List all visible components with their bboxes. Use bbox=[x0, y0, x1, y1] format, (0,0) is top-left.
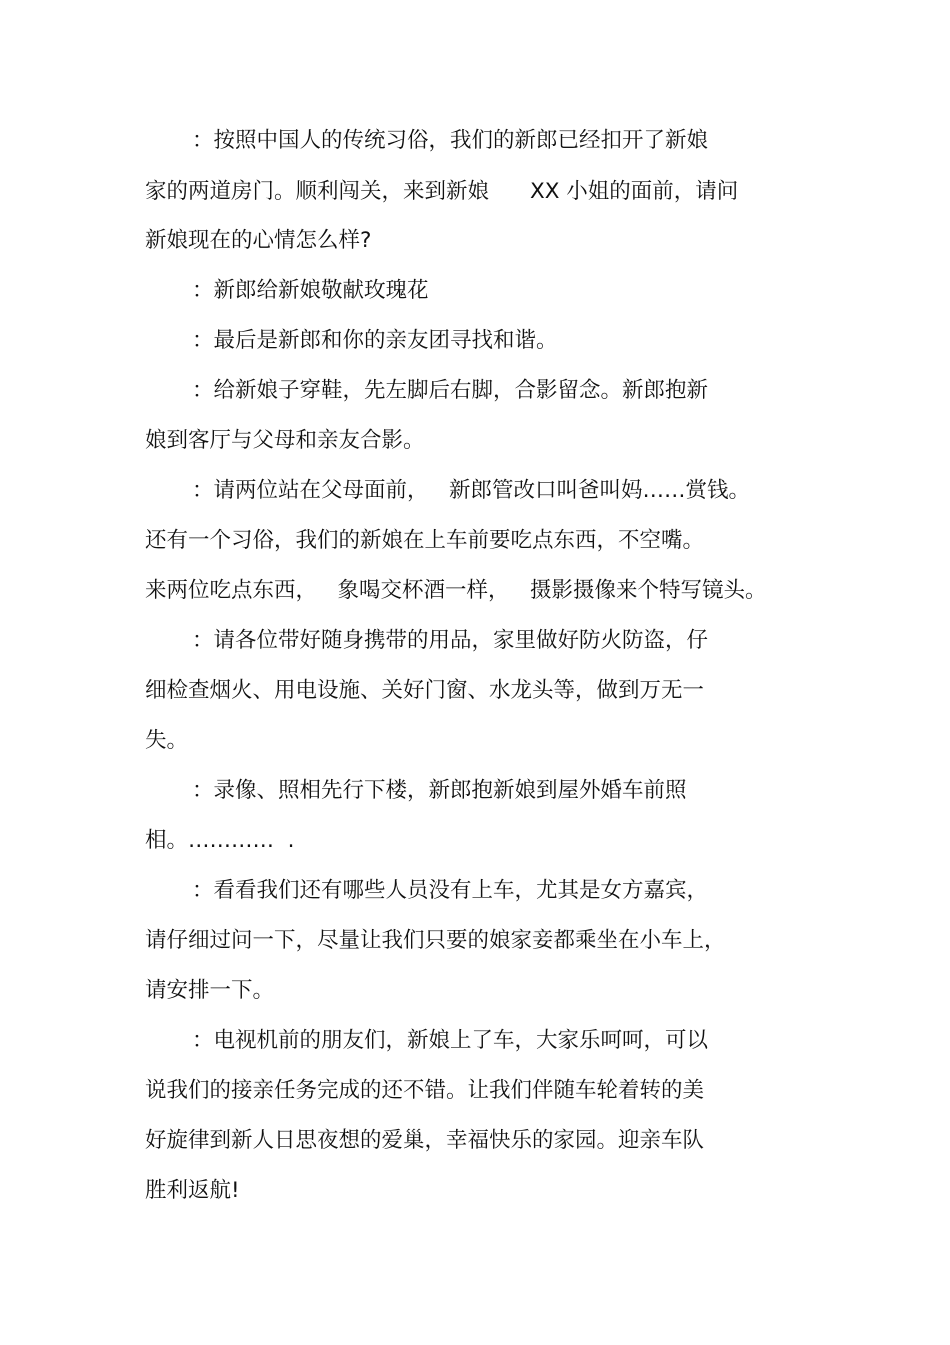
text-line: 请安排一下。 bbox=[145, 978, 275, 1003]
text-line: 新娘现在的心情怎么样? bbox=[145, 228, 372, 253]
text-line: 细检查烟火、用电设施、关好门窗、水龙头等，做到万无一 bbox=[145, 678, 705, 703]
text-line: ：按照中国人的传统习俗，我们的新郎已经扣开了新娘 bbox=[192, 128, 709, 153]
text-line: 请仔细过问一下，尽量让我们只要的娘家妾都乘坐在小车上， bbox=[145, 928, 726, 953]
text-line: 家的两道房门。顺利闯关，来到新娘 XX 小姐的面前，请问 bbox=[145, 179, 739, 204]
text-line: 娘到客厅与父母和亲友合影。 bbox=[145, 428, 425, 453]
text-line: 来两位吃点东西， 象喝交杯酒一样， 摄影摄像来个特写镜头。 bbox=[145, 578, 767, 603]
text-line: 胜利返航! bbox=[145, 1178, 240, 1203]
text-line: ：新郎给新娘敬献玫瑰花 bbox=[192, 278, 429, 303]
text-line: 好旋律到新人日思夜想的爱巢，幸福快乐的家园。迎亲车队 bbox=[145, 1128, 705, 1153]
text-line: ：最后是新郎和你的亲友团寻找和谐。 bbox=[192, 328, 558, 353]
text-line: 还有一个习俗，我们的新娘在上车前要吃点东西，不空嘴。 bbox=[145, 528, 705, 553]
text-line: ：看看我们还有哪些人员没有上车，尤其是女方嘉宾， bbox=[192, 878, 709, 903]
text-line: 失。 bbox=[145, 728, 189, 753]
text-line: ：录像、照相先行下楼，新郎抱新娘到屋外婚车前照 bbox=[192, 778, 687, 803]
text-line: ：电视机前的朋友们，新娘上了车，大家乐呵呵，可以 bbox=[192, 1028, 709, 1053]
text-line: 相。………… . bbox=[145, 828, 295, 853]
text-line: ：给新娘子穿鞋，先左脚后右脚，合影留念。新郎抱新 bbox=[192, 378, 709, 403]
text-line: 说我们的接亲任务完成的还不错。让我们伴随车轮着转的美 bbox=[145, 1078, 705, 1103]
text-line: ：请各位带好随身携带的用品，家里做好防火防盗，仔 bbox=[192, 628, 709, 653]
text-line: ：请两位站在父母面前， 新郎管改口叫爸叫妈……赏钱。 bbox=[192, 478, 751, 503]
